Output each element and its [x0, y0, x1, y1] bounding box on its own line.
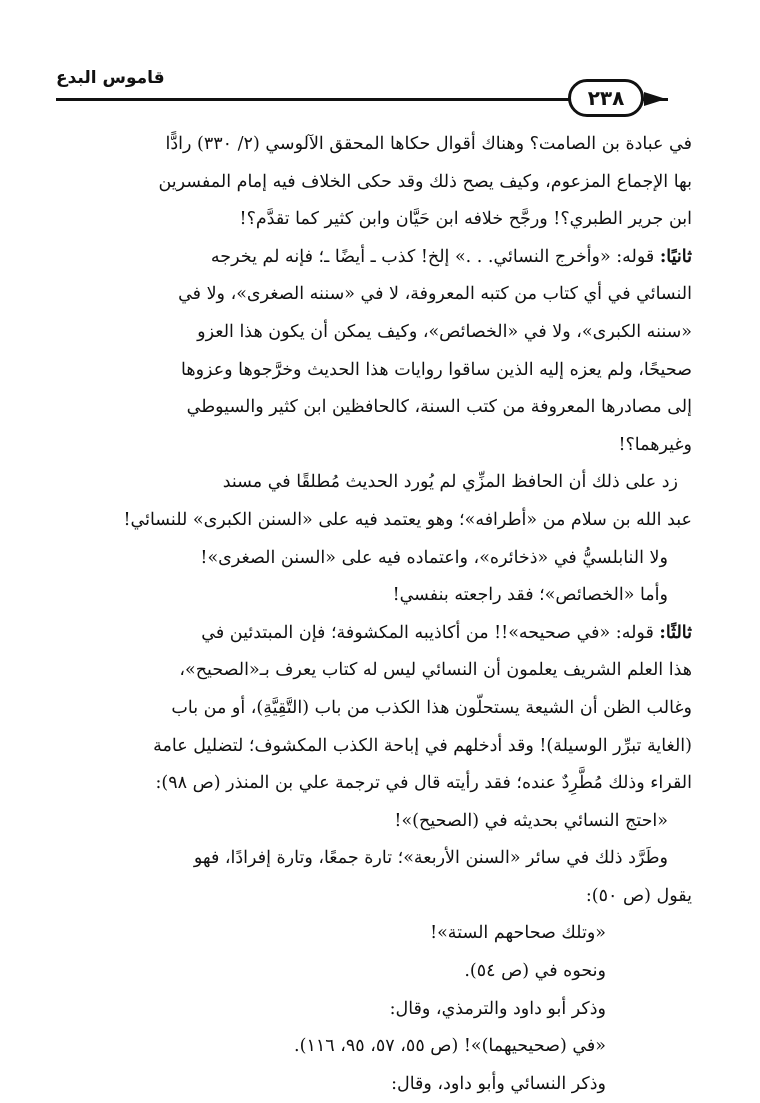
text-line	[62, 991, 692, 1029]
text-line	[62, 502, 692, 540]
line-text: «سننه الكبرى»، ولا في «الخصائص»، وكيف يمكن أن يكون هذا العزو	[197, 321, 692, 342]
line-text: وطَرَّد ذلك في سائر «السنن الأربعة»؛ تارة جمعًا، وتارة إفرادًا، فهو	[193, 848, 668, 869]
line-text: النسائي في أي كتاب من كتبه المعروفة، لا في «سننه الصغرى»، ولا في	[178, 284, 692, 305]
text-line	[62, 427, 692, 465]
section-marker: ثالثًا:	[659, 622, 692, 643]
line-text: زد على ذلك أن الحافظ المزِّي لم يُورد الحديث مُطلقًا في مسند	[222, 472, 678, 493]
page-number-badge	[568, 79, 644, 117]
page-number-arrow-icon	[644, 92, 666, 106]
line-text: في عبادة بن الصامت؟ وهناك أقوال حكاها المحقق الآلوسي (٢/ ٣٣٠) رادًّا	[165, 134, 692, 154]
line-text: بها الإجماع المزعوم، وكيف يصح ذلك وقد حكى الخلاف فيه إمام المفسرين	[158, 171, 692, 192]
text-line	[62, 577, 692, 615]
text-line	[62, 352, 692, 390]
line-text: صحيحًا، ولم يعزه إليه الذين ساقوا روايات هذا الحديث وخرَّجوها وعزوها	[181, 359, 692, 380]
line-text: قوله: «وأخرج النسائي. . .» إلخ! كذب ـ أيضًا ـ؛ فإنه لم يخرجه	[210, 246, 660, 267]
text-line	[62, 314, 692, 352]
text-line	[62, 239, 692, 277]
line-text: عبد الله بن سلام من «أطرافه»؛ وهو يعتمد فيه على «السنن الكبرى» للنسائي!	[123, 509, 692, 530]
line-text: «احتج النسائي بحديثه في (الصحيح)»!	[394, 810, 668, 831]
line-text: ابن جرير الطبري؟! ورجَّح خلافه ابن حَيَّان وابن كثير كما تقدَّم؟!	[239, 209, 692, 230]
text-line	[62, 615, 692, 653]
section-marker: ثانيًا:	[659, 246, 692, 267]
text-line	[62, 728, 692, 766]
text-line	[62, 652, 692, 690]
line-text: هذا العلم الشريف يعلمون أن النسائي ليس له كتاب يعرف بـ«الصحيح»،	[179, 660, 692, 681]
text-line	[62, 540, 692, 578]
line-text: «وتلك صحاحهم الستة»!	[430, 923, 606, 944]
text-line	[62, 690, 692, 728]
body-text	[62, 126, 692, 1103]
line-text: ولا النابلسيُّ في «ذخائره»، واعتماده فيه على «السنن الصغرى»!	[200, 547, 668, 568]
text-line	[62, 126, 692, 164]
text-line	[62, 276, 692, 314]
text-line	[62, 1066, 692, 1103]
text-line	[62, 164, 692, 202]
text-line	[62, 878, 692, 916]
text-line	[62, 915, 692, 953]
line-text: وغالب الظن أن الشيعة يستحلّون هذا الكذب من باب (التَّقِيَّةِ)، أو من باب	[171, 697, 692, 718]
text-line	[62, 1028, 692, 1066]
page-number: ٢٣٨	[587, 86, 625, 110]
line-text: «في (صحيحيهما)»! (ص ٥٥، ٥٧، ٩٥، ١١٦).	[294, 1036, 606, 1057]
text-line	[62, 389, 692, 427]
line-text: يقول (ص ٥٠):	[585, 885, 692, 906]
line-text: قوله: «في صحيحه»!! من أكاذيبه المكشوفة؛ فإن المبتدئين في	[201, 622, 660, 643]
text-line	[62, 803, 692, 841]
line-text: ونحوه في (ص ٥٤).	[464, 961, 606, 982]
line-text: وذكر النسائي وأبو داود، وقال:	[391, 1073, 606, 1094]
line-text: (الغاية تبرِّر الوسيلة)! وقد أدخلهم في إباحة الكذب المكشوف؛ لتضليل عامة	[153, 735, 692, 756]
text-line	[62, 953, 692, 991]
text-line	[62, 201, 692, 239]
line-text: وأما «الخصائص»؛ فقد راجعته بنفسي!	[392, 585, 668, 606]
text-line	[62, 765, 692, 803]
running-header-title: قاموس البدع	[56, 68, 165, 88]
line-text: وغيرهما؟!	[618, 434, 692, 455]
text-line	[62, 464, 692, 502]
line-text: إلى مصادرها المعروفة من كتب السنة، كالحافظين ابن كثير والسيوطي	[186, 397, 692, 418]
line-text: القراء وذلك مُطَّرِدٌ عنده؛ فقد رأيته قال في ترجمة علي بن المنذر (ص ٩٨):	[155, 773, 692, 794]
text-line	[62, 840, 692, 878]
line-text: وذكر أبو داود والترمذي، وقال:	[389, 998, 606, 1019]
